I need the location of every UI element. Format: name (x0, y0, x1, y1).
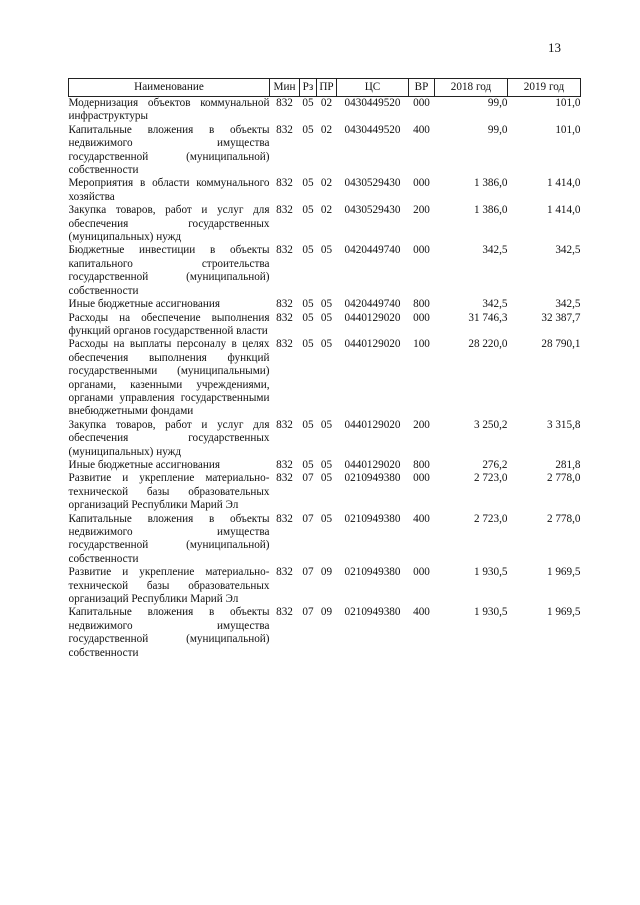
header-min: Мин (270, 79, 300, 97)
row-pr: 02 (320, 123, 333, 136)
row-2018: 31 746,3 (468, 311, 508, 324)
row-2019: 3 315,8 (546, 418, 581, 431)
row-name: Капитальные вложения в объекты недвижимого имущества государственной (муниципальной) собственности (68, 512, 270, 565)
row-name: Модернизация объектов коммунальной инфраструктуры (68, 97, 270, 123)
row-name: Расходы на выплаты персоналу в целях обеспечения выполнения функций государственными (муниципальными) органами, казенными учреждениями, органами управления государственными внебюджетными фондами (68, 338, 270, 418)
row-min: 832 (276, 123, 293, 136)
row-rz: 05 (302, 418, 314, 431)
row-cs: 0430529430 (344, 204, 401, 217)
row-2019: 342,5 (555, 298, 581, 311)
row-name: Бюджетные инвестиции в объекты капитального строительства государственной (муниципальной) собственности (68, 244, 270, 297)
row-2018: 1 930,5 (473, 566, 508, 579)
row-min: 832 (276, 204, 293, 217)
row-min: 832 (276, 338, 293, 351)
row-min: 832 (276, 97, 293, 109)
row-min: 832 (276, 458, 293, 471)
row-rz: 05 (302, 123, 314, 136)
row-2019: 32 387,7 (541, 311, 581, 324)
row-pr: 05 (320, 298, 333, 311)
table-row (69, 312, 581, 339)
row-name: Мероприятия в области коммунального хозяйства (68, 177, 270, 203)
row-min: 832 (276, 512, 293, 525)
row-name: Закупка товаров, работ и услуг для обеспечения государственных (муниципальных) нужд (68, 418, 270, 458)
row-cs: 0430449520 (344, 123, 401, 136)
row-2019: 1 969,5 (546, 606, 581, 619)
row-rz: 05 (302, 204, 314, 217)
row-2018: 342,5 (482, 244, 508, 257)
row-2018: 3 250,2 (473, 418, 508, 431)
row-min: 832 (276, 566, 293, 579)
row-2018: 28 220,0 (468, 338, 508, 351)
row-rz: 05 (302, 311, 314, 324)
header-cs: ЦС (337, 79, 409, 97)
table-header-row (69, 79, 581, 97)
table-row (69, 177, 581, 204)
table-row (69, 419, 581, 459)
row-pr: 05 (320, 458, 333, 471)
row-rz: 05 (302, 298, 314, 311)
row-min: 832 (276, 418, 293, 431)
row-pr: 05 (320, 244, 333, 257)
table-row (69, 97, 581, 124)
row-vr: 400 (413, 512, 430, 525)
row-vr: 100 (413, 338, 430, 351)
row-cs: 0440129020 (344, 338, 401, 351)
row-min: 832 (276, 606, 293, 619)
row-vr: 000 (413, 311, 430, 324)
row-pr: 05 (320, 472, 333, 485)
row-vr: 000 (413, 566, 430, 579)
row-min: 832 (276, 244, 293, 257)
row-min: 832 (276, 298, 293, 311)
header-rz: Рз (300, 79, 317, 97)
table-row (69, 338, 581, 418)
row-pr: 02 (320, 177, 333, 190)
table-row (69, 566, 581, 606)
row-vr: 000 (413, 177, 430, 190)
row-vr: 400 (413, 606, 430, 619)
table-row (69, 124, 581, 178)
row-pr: 09 (320, 566, 333, 579)
row-cs: 0440129020 (344, 458, 401, 471)
row-2018: 276,2 (482, 458, 508, 471)
row-pr: 02 (320, 97, 333, 109)
row-2019: 101,0 (555, 123, 581, 136)
header-2018: 2018 год (435, 79, 508, 97)
row-2018: 2 723,0 (473, 472, 508, 485)
table-row (69, 244, 581, 298)
row-name: Закупка товаров, работ и услуг для обеспечения государственных (муниципальных) нужд (68, 204, 270, 244)
row-2018: 99,0 (487, 97, 508, 109)
row-cs: 0210949380 (344, 606, 401, 619)
row-rz: 05 (302, 177, 314, 190)
row-2019: 1 414,0 (546, 204, 581, 217)
row-min: 832 (276, 472, 293, 485)
row-name: Иные бюджетные ассигнования (68, 298, 220, 311)
row-rz: 07 (302, 606, 314, 619)
header-2019: 2019 год (508, 79, 581, 97)
row-name: Иные бюджетные ассигнования (68, 458, 220, 471)
row-2018: 99,0 (487, 123, 508, 136)
row-rz: 05 (302, 244, 314, 257)
table-row (69, 472, 581, 512)
row-vr: 200 (413, 418, 430, 431)
table-row (69, 204, 581, 244)
row-rz: 05 (302, 338, 314, 351)
table-row (69, 459, 581, 472)
row-cs: 0440129020 (344, 418, 401, 431)
row-2019: 281,8 (555, 458, 581, 471)
row-2019: 101,0 (555, 97, 581, 109)
row-vr: 400 (413, 123, 430, 136)
row-pr: 02 (320, 204, 333, 217)
table-row (69, 513, 581, 567)
header-name: Наименование (69, 79, 270, 97)
row-2018: 1 930,5 (473, 606, 508, 619)
row-vr: 000 (413, 244, 430, 257)
row-rz: 05 (302, 458, 314, 471)
row-cs: 0210949380 (344, 472, 401, 485)
row-cs: 0430529430 (344, 177, 401, 190)
row-2019: 2 778,0 (546, 472, 581, 485)
row-cs: 0210949380 (344, 512, 401, 525)
row-rz: 07 (302, 472, 314, 485)
row-name: Капитальные вложения в объекты недвижимого имущества государственной (муниципальной) собственности (68, 123, 270, 177)
row-2019: 1 414,0 (546, 177, 581, 190)
budget-table (68, 78, 581, 660)
row-vr: 000 (413, 97, 430, 109)
header-vr: ВР (409, 79, 435, 97)
row-cs: 0420449740 (344, 298, 401, 311)
row-2019: 2 778,0 (546, 512, 581, 525)
table-row (69, 298, 581, 311)
page-number: 13 (548, 40, 561, 55)
row-2018: 2 723,0 (473, 512, 508, 525)
row-2019: 28 790,1 (541, 338, 581, 351)
row-2019: 1 969,5 (546, 566, 581, 579)
row-rz: 07 (302, 512, 314, 525)
row-2018: 342,5 (482, 298, 508, 311)
row-pr: 09 (320, 606, 333, 619)
row-2019: 342,5 (555, 244, 581, 257)
row-cs: 0210949380 (344, 566, 401, 579)
row-pr: 05 (320, 311, 333, 324)
row-name: Расходы на обеспечение выполнения функций органов государственной власти (68, 311, 270, 337)
row-cs: 0420449740 (344, 244, 401, 257)
row-vr: 000 (413, 472, 430, 485)
row-cs: 0440129020 (344, 311, 401, 324)
row-rz: 07 (302, 566, 314, 579)
row-vr: 800 (413, 298, 430, 311)
row-vr: 200 (413, 204, 430, 217)
row-name: Развитие и укрепление материально-технической базы образовательных организаций Республики Марий Эл (68, 472, 270, 512)
row-pr: 05 (320, 418, 333, 431)
row-pr: 05 (320, 512, 333, 525)
row-2018: 1 386,0 (473, 204, 508, 217)
row-min: 832 (276, 177, 293, 190)
row-min: 832 (276, 311, 293, 324)
row-pr: 05 (320, 338, 333, 351)
row-cs: 0430449520 (344, 97, 401, 109)
row-rz: 05 (302, 97, 314, 109)
row-name: Развитие и укрепление материально-технической базы образовательных организаций Республики Марий Эл (68, 566, 270, 606)
row-2018: 1 386,0 (473, 177, 508, 190)
row-vr: 800 (413, 458, 430, 471)
row-name: Капитальные вложения в объекты недвижимого имущества государственной (муниципальной) собственности (68, 606, 270, 659)
header-pr: ПР (317, 79, 337, 97)
table-row (69, 606, 581, 660)
